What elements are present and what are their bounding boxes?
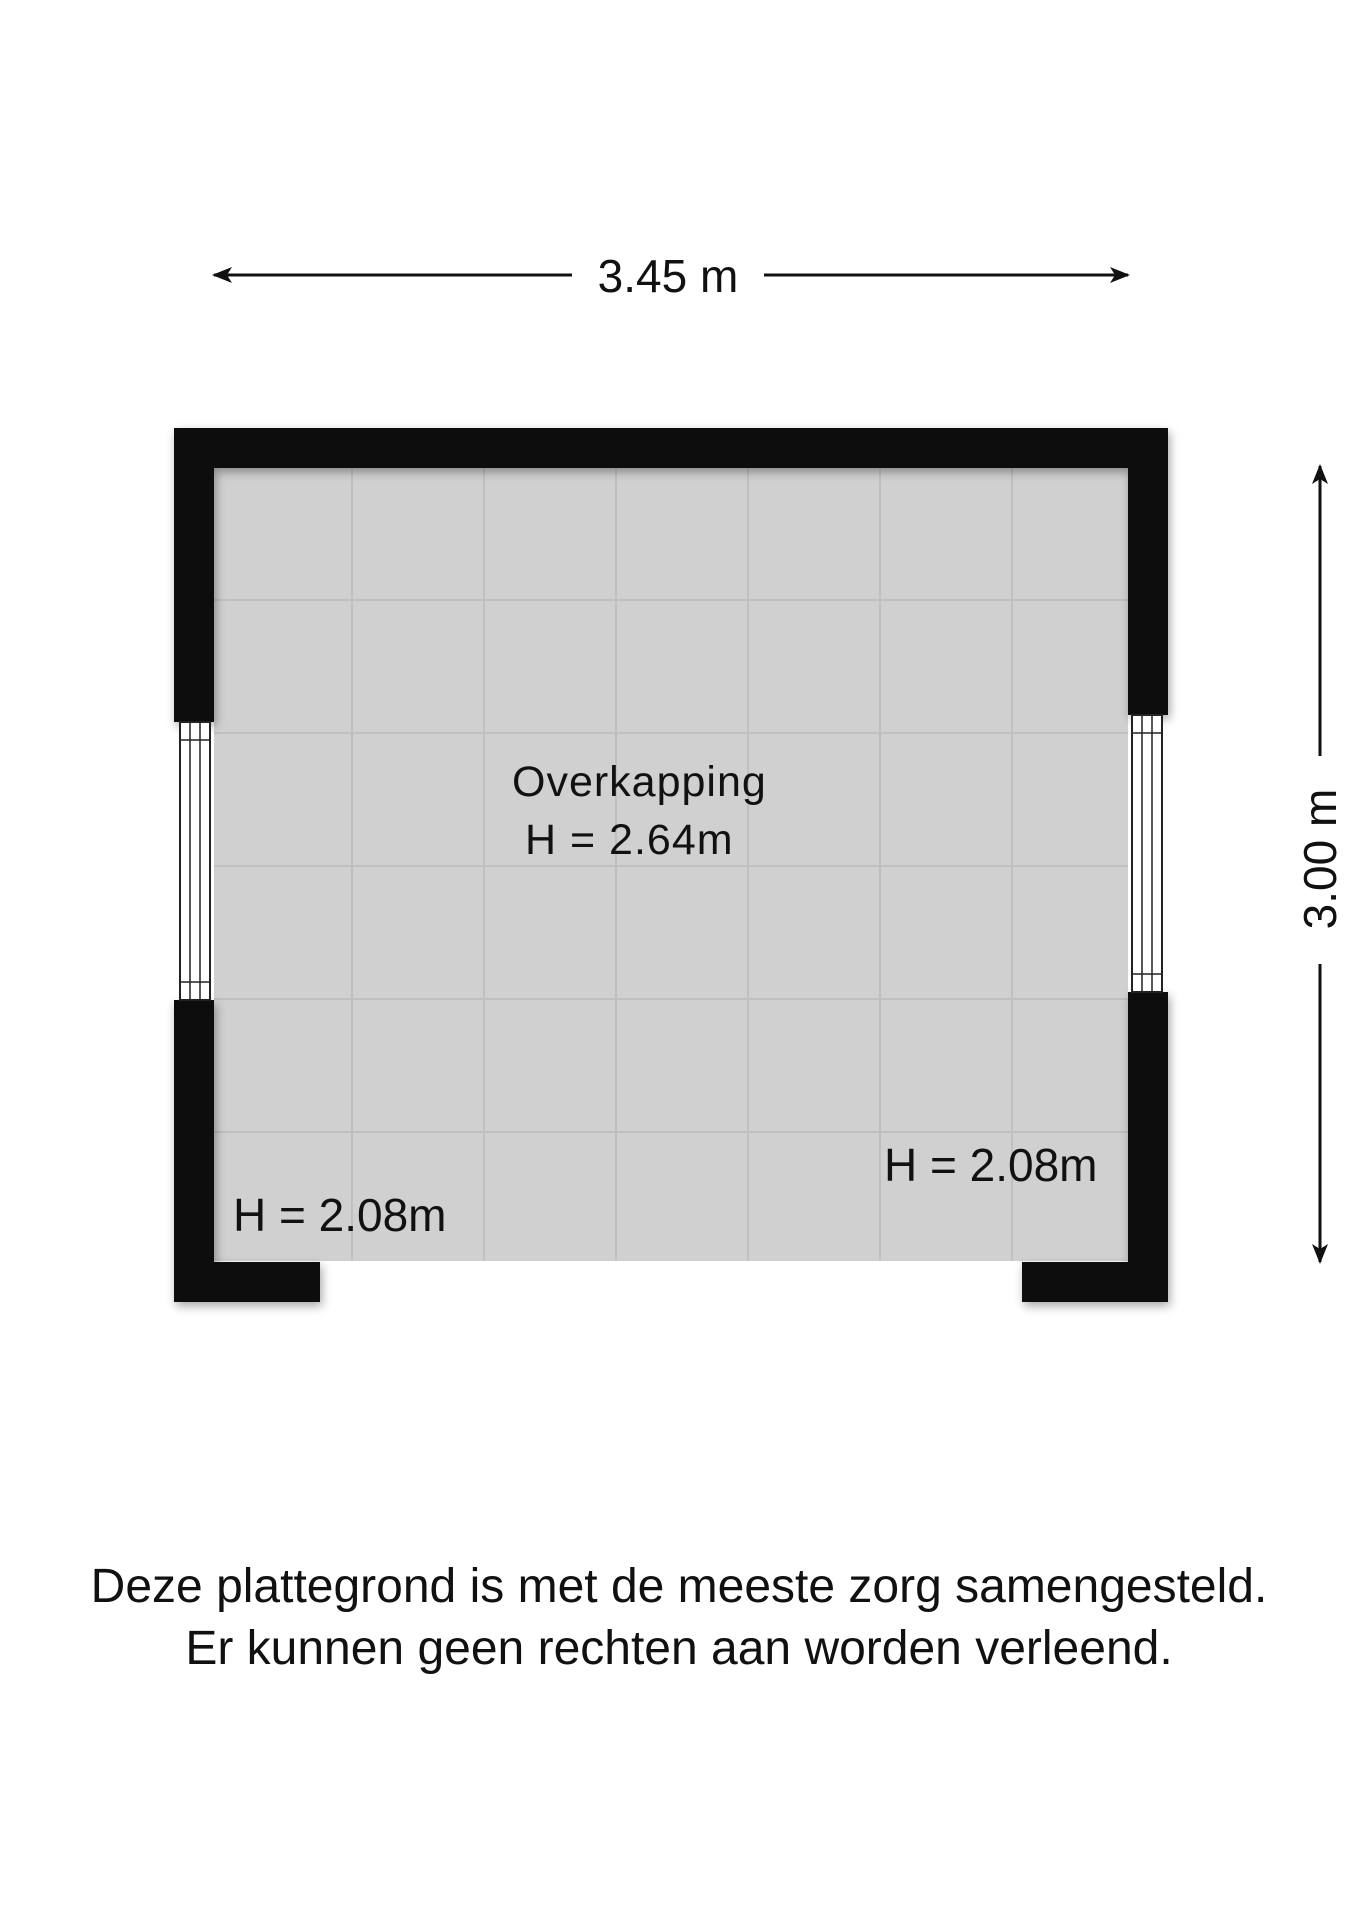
room-height: H = 2.64m [525, 816, 734, 864]
left-window [180, 722, 210, 1000]
disclaimer-line-1: Deze plattegrond is met de meeste zorg samengesteld. [90, 1560, 1268, 1613]
right-window [1132, 715, 1162, 992]
bottom-wall-right [1022, 1262, 1168, 1302]
left-corner-height: H = 2.08m [233, 1189, 447, 1241]
right-wall-lower [1128, 992, 1168, 1302]
bottom-wall-left [174, 1262, 320, 1302]
left-wall-lower [174, 1000, 214, 1302]
top-wall [174, 428, 1168, 468]
disclaimer-line-2: Er kunnen geen rechten aan worden verleend. [185, 1622, 1173, 1675]
room-name: Overkapping [512, 758, 767, 806]
width-dimension-label: 3.45 m [597, 250, 739, 302]
depth-dimension-label: 3.00 m [1294, 788, 1346, 930]
right-wall-upper [1128, 428, 1168, 715]
left-wall-upper [174, 428, 214, 722]
right-corner-height: H = 2.08m [884, 1139, 1098, 1191]
